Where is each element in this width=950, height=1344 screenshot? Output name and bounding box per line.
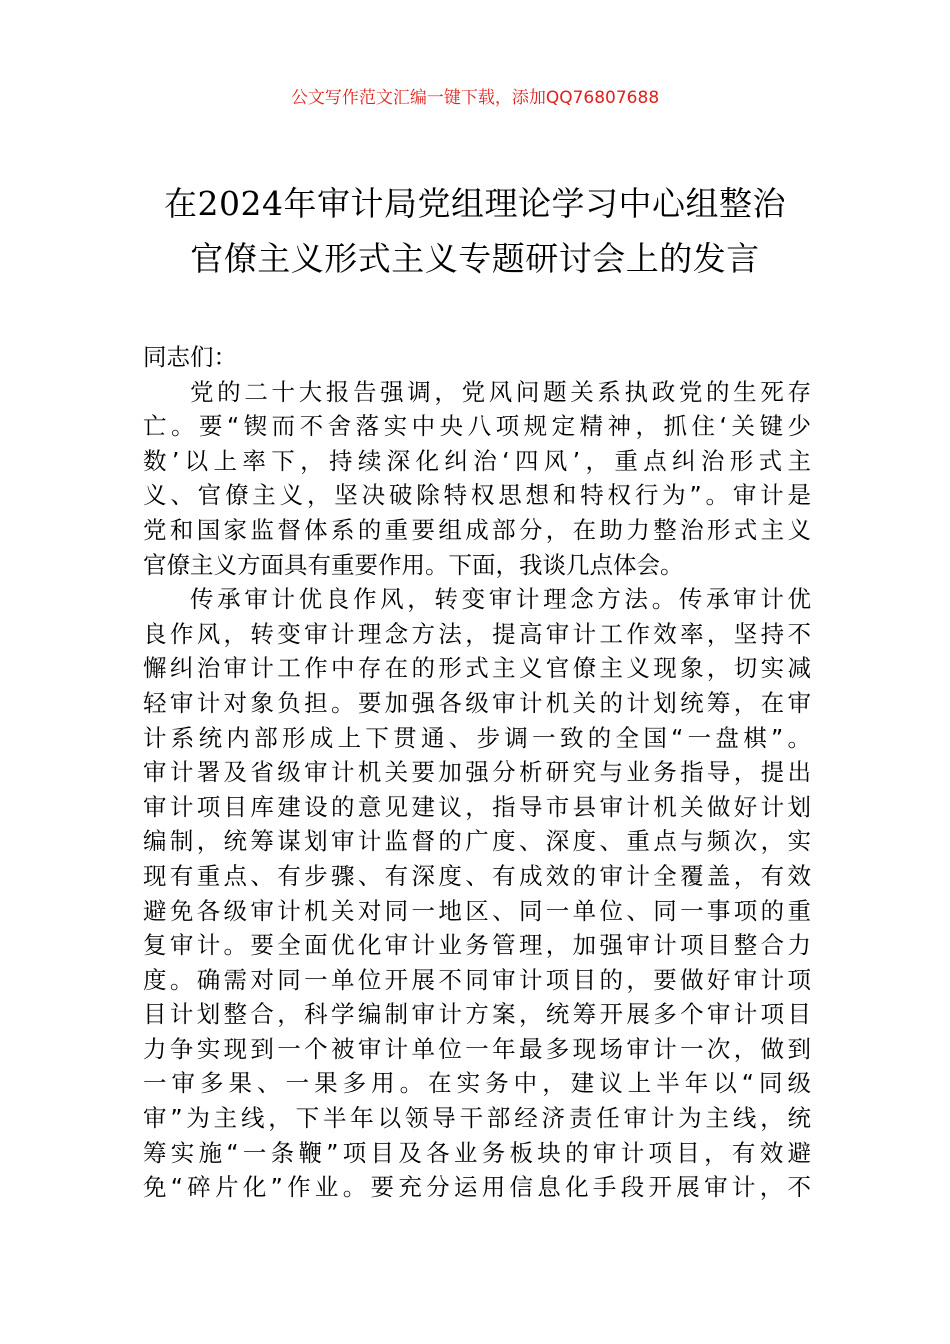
paragraph-line: 计系统内部形成上下贯通、步调一致的全国“一盘棋”。 (143, 723, 811, 752)
title-line-1: 在2024年审计局党组理论学习中心组整治 (164, 184, 786, 223)
document-body (143, 340, 811, 1205)
paragraph-line: 现有重点、有步骤、有深度、有成效的审计全覆盖，有效 (143, 861, 811, 890)
paragraph-line: 目计划整合，科学编制审计方案，统筹开展多个审计项目 (143, 1000, 811, 1029)
paragraph-line: 审计项目库建设的意见建议，指导市县审计机关做好计划 (143, 792, 811, 821)
paragraph-line: 数’以上率下，持续深化纠治‘四风’，重点纠治形式主 (143, 446, 811, 475)
paragraph-line: 度。确需对同一单位开展不同审计项目的，要做好审计项 (143, 965, 811, 994)
paragraph-line: 义、官僚主义，坚决破除特权思想和特权行为”。审计是 (143, 481, 811, 510)
paragraph-line: 一审多果、一果多用。在实务中，建议上半年以“同级 (143, 1069, 811, 1098)
salutation: 同志们： (143, 343, 237, 371)
paragraph-line: 党和国家监督体系的重要组成部分，在助力整治形式主义 (143, 515, 811, 544)
paragraph-line: 轻审计对象负担。要加强各级审计机关的计划统筹，在审 (143, 688, 811, 717)
paragraph-line: 懈纠治审计工作中存在的形式主义官僚主义现象，切实减 (143, 654, 811, 683)
title-line-2: 官僚主义形式主义专题研讨会上的发言 (190, 239, 760, 278)
paragraph-line: 亡。要“锲而不舍落实中央八项规定精神，抓住‘关键少 (143, 412, 811, 441)
paragraph-2 (143, 582, 811, 1205)
paragraph-line: 避免各级审计机关对同一地区、同一单位、同一事项的重 (143, 896, 811, 925)
paragraph-line: 复审计。要全面优化审计业务管理，加强审计项目整合力 (143, 931, 811, 960)
paragraph-line: 筹实施“一条鞭”项目及各业务板块的审计项目，有效避 (143, 1138, 811, 1167)
paragraph-line: 党的二十大报告强调，党风问题关系执政党的生死存 (190, 377, 811, 406)
paragraph-1 (143, 375, 811, 583)
paragraph-line: 审”为主线，下半年以领导干部经济责任审计为主线，统 (143, 1104, 811, 1133)
paragraph-line: 免“碎片化”作业。要充分运用信息化手段开展审计，不 (143, 1173, 811, 1202)
paragraph-line: 良作风，转变审计理念方法，提高审计工作效率，坚持不 (143, 619, 811, 648)
paragraph-line: 力争实现到一个被审计单位一年最多现场审计一次，做到 (143, 1034, 811, 1063)
paragraph-line: 编制，统筹谋划审计监督的广度、深度、重点与频次，实 (143, 827, 811, 856)
paragraph-line: 官僚主义方面具有重要作用。下面，我谈几点体会。 (143, 550, 684, 579)
document-title (120, 176, 830, 286)
download-watermark: 公文写作范文汇编一键下载，添加QQ76807688 (290, 88, 660, 108)
paragraph-line: 审计署及省级审计机关要加强分析研究与业务指导，提出 (143, 758, 811, 787)
paragraph-line: 传承审计优良作风，转变审计理念方法。传承审计优 (190, 585, 811, 614)
